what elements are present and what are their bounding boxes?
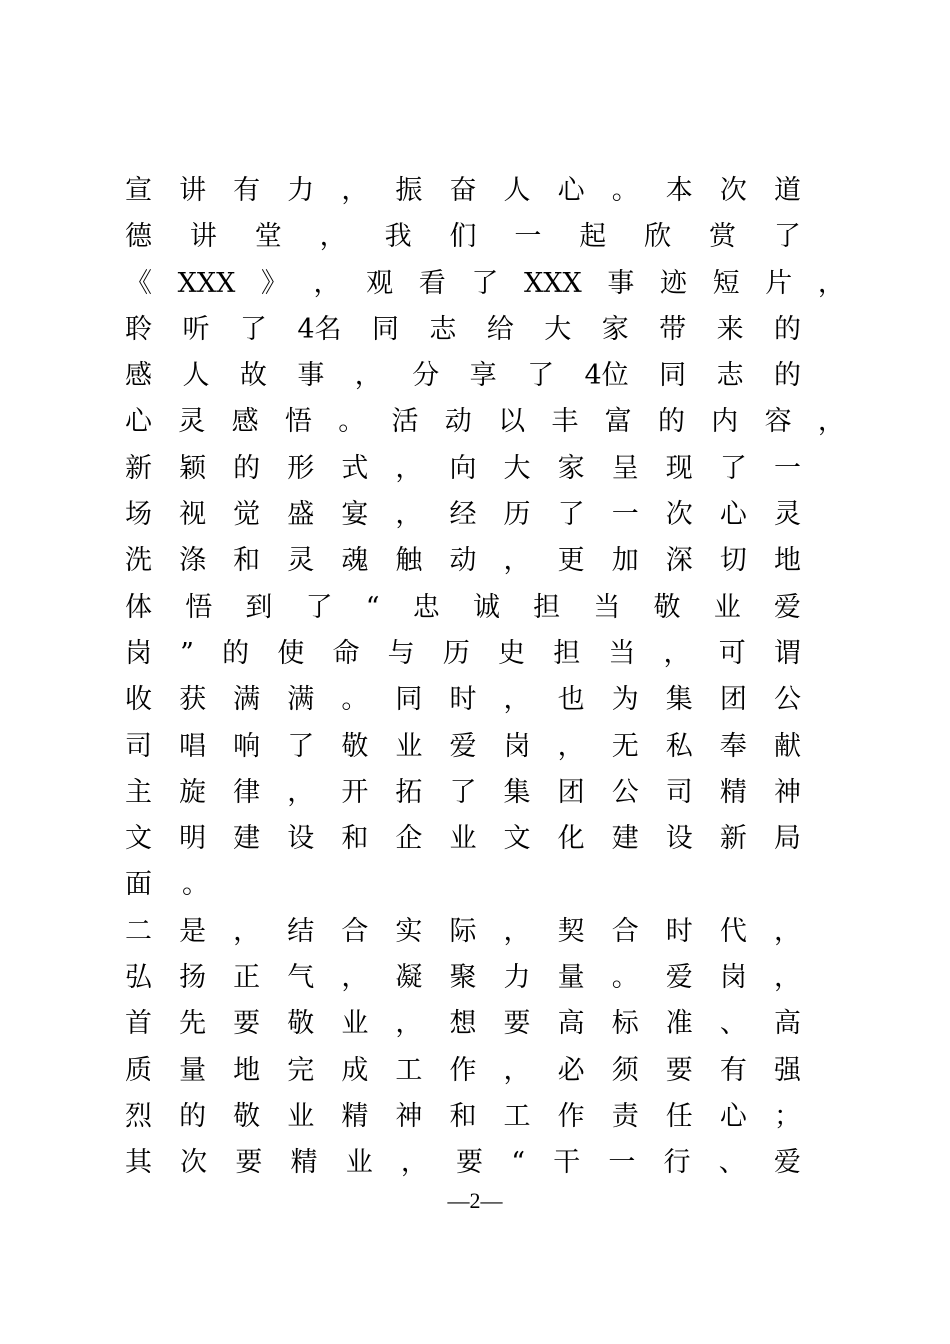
text-char: 敬 [341,730,369,762]
text-char: 观 [366,267,394,299]
text-char: 企 [395,823,423,855]
text-char: 量 [179,1054,207,1086]
text-char: 次 [719,175,747,206]
text-char: 团 [719,684,747,716]
text-char: 行 [663,1147,691,1179]
text-char: 强 [773,1054,801,1086]
text-char: 来 [716,313,744,345]
text-char: XXX [177,267,236,299]
text-line [125,724,801,770]
text-line [125,307,801,353]
text-char: 成 [341,1054,369,1086]
text-char: 作 [449,1054,477,1086]
text-line [125,1094,801,1140]
text-char: 气 [287,962,315,994]
text-char: 有 [233,175,261,206]
text-char: 听 [182,313,210,345]
text-line [125,677,801,723]
text-char: 灵 [773,499,801,531]
text-char: 与 [387,637,415,669]
text-char: 局 [773,823,801,855]
text-char: 神 [395,1100,423,1132]
text-char: 满 [287,684,315,716]
text-char: 岗 [503,730,531,762]
text-char: 要 [665,1054,693,1086]
text-line [125,816,801,862]
text-char: 拓 [395,776,423,808]
text-char: ， [557,730,585,762]
text-line [125,261,845,307]
text-char: 工 [503,1100,531,1132]
text-char: 心 [125,406,152,438]
text-char: 赏 [709,221,737,253]
text-char: 爱 [773,591,801,623]
text-line [125,1140,801,1186]
text-char: 献 [773,730,801,762]
text-char: 我 [384,221,412,253]
text-char: 先 [179,1008,207,1040]
text-char: 也 [557,684,585,716]
text-char: 诚 [472,591,500,623]
text-char: 大 [503,452,531,484]
text-char: 要 [235,1147,263,1179]
text-char: 次 [665,499,693,531]
text-char: 悟 [284,406,312,438]
text-char: ， [773,962,801,994]
text-char: 式 [341,452,369,484]
text-char: ， [354,360,382,392]
text-line [125,1001,801,1047]
text-char: 现 [665,452,693,484]
text-char: 新 [719,823,747,855]
text-char: 事 [297,360,325,392]
text-char: “ [365,591,380,623]
text-char: 合 [341,915,369,947]
text-char: 视 [179,499,207,531]
text-char: 洗 [125,545,152,577]
text-char: 》 [260,267,288,299]
text-char: 任 [665,1100,693,1132]
text-char: 大 [544,313,572,345]
text-char: 了 [773,221,801,253]
text-char: 灵 [287,545,315,577]
text-line [125,631,801,677]
text-char: 和 [341,823,369,855]
text-char: 代 [719,915,747,947]
text-char: 和 [233,545,261,577]
text-char: 爱 [665,962,693,994]
text-line [125,1048,801,1094]
text-line [125,909,801,955]
text-char: 精 [341,1100,369,1132]
text-char: 建 [233,823,261,855]
text-char: 经 [449,499,477,531]
text-char: 同 [395,684,423,716]
text-char: 量 [557,962,585,994]
text-char: 内 [711,406,739,438]
text-char: ” [180,637,194,669]
text-char: 心 [719,1100,747,1132]
text-char: 带 [659,313,687,345]
text-char: 律 [233,776,261,808]
text-char: 开 [341,776,369,808]
text-char: 同 [371,313,399,345]
text-char: 的 [657,406,685,438]
text-char: 业 [395,730,423,762]
text-char: 颖 [179,452,207,484]
text-char: 丰 [551,406,579,438]
text-char: 敬 [233,1100,261,1132]
text-char: 扬 [179,962,207,994]
text-char: 获 [179,684,207,716]
text-char: 和 [449,1100,477,1132]
text-char: 了 [527,360,555,392]
text-char: 精 [290,1147,318,1179]
text-char: 讲 [179,175,207,206]
text-char: 事 [607,267,635,299]
text-char: 业 [345,1147,373,1179]
text-char: 业 [713,591,741,623]
text-char: ， [503,545,531,577]
text-char: 家 [557,452,585,484]
text-char: 司 [125,730,152,762]
text-char: 聚 [449,962,477,994]
text-char: 心 [557,175,585,206]
text-char: 使 [277,637,305,669]
text-char: 的 [222,637,250,669]
text-char: 的 [179,1100,207,1132]
text-char: 了 [449,776,477,808]
text-line [125,399,845,445]
text-char: 实 [395,915,423,947]
text-char: 地 [773,545,801,577]
text-char: ； [773,1100,801,1132]
text-char: 了 [471,267,499,299]
text-char: 起 [579,221,607,253]
text-char: 新 [125,452,152,484]
text-char: 敬 [653,591,681,623]
text-char: 业 [449,823,477,855]
text-char: “ [511,1147,526,1179]
text-char: 业 [287,1100,315,1132]
text-char: 故 [239,360,267,392]
text-char: 的 [774,360,801,392]
text-char: 。 [341,684,369,716]
text-char: 须 [611,1054,639,1086]
text-char: 有 [719,1054,747,1086]
text-char: 一 [514,221,542,253]
text-char: 一 [608,1147,636,1179]
text-char: 收 [125,684,152,716]
text-char: 看 [418,267,446,299]
text-char: ， [341,962,369,994]
text-char: 的 [233,452,261,484]
text-char: 其 [125,1147,152,1179]
text-char: 德 [125,221,152,253]
text-char: 力 [503,962,531,994]
text-char: 唱 [179,730,207,762]
text-char: 主 [125,776,152,808]
text-char: 是 [179,915,207,947]
text-char: 的 [774,313,801,345]
text-char: 二 [125,915,152,947]
text-char: 同 [659,360,687,392]
text-char: 人 [182,360,210,392]
text-char: 感 [231,406,259,438]
text-char: 、 [719,1008,747,1040]
text-char: 振 [395,175,423,206]
text-char: 了 [719,452,747,484]
text-line [125,168,801,214]
text-line [125,446,801,492]
text-char: 敬 [287,1008,315,1040]
text-line [125,538,801,584]
text-char: 干 [553,1147,581,1179]
text-char: 堂 [254,221,282,253]
text-char: 了 [305,591,333,623]
text-char: 短 [712,267,740,299]
text-char: 片 [765,267,793,299]
text-line [125,492,801,538]
text-char: 触 [395,545,423,577]
text-char: ， [395,1008,423,1040]
text-char: 讲 [189,221,217,253]
text-char: 当 [593,591,621,623]
text-char: 宣 [125,175,152,206]
text-char: 享 [469,360,497,392]
text-char: ， [503,684,531,716]
text-char: 谓 [773,637,801,669]
text-char: 担 [533,591,561,623]
text-char: ， [400,1147,428,1179]
text-char: 明 [179,823,207,855]
text-char: 了 [287,730,315,762]
text-char: 爱 [773,1147,801,1179]
text-char: 设 [287,823,315,855]
text-char: 道 [773,175,801,206]
text-char: 历 [442,637,470,669]
text-char: 欣 [644,221,672,253]
text-char: ， [817,406,845,438]
text-char: 神 [773,776,801,808]
text-char: 奉 [719,730,747,762]
text-line [125,862,845,908]
text-char: 4位 [584,360,629,392]
text-char: 动 [444,406,472,438]
text-char: 私 [665,730,693,762]
text-char: 高 [773,1008,801,1040]
text-char: 呈 [611,452,639,484]
text-char: 工 [395,1054,423,1086]
text-char: XXX [524,267,582,299]
text-char: 。 [611,175,639,206]
text-char: 烈 [125,1100,152,1132]
text-char: 岗 [125,637,152,669]
text-char: 要 [233,1008,261,1040]
text-char: 合 [611,915,639,947]
text-char: 次 [180,1147,208,1179]
text-char: ， [319,221,347,253]
text-char: 正 [233,962,261,994]
text-char: 们 [449,221,477,253]
text-char: 岗 [719,962,747,994]
text-char: 富 [604,406,632,438]
text-char: 命 [332,637,360,669]
text-char: 志 [716,360,744,392]
text-char: 完 [287,1054,315,1086]
text-char: ， [233,915,261,947]
text-char: 4名 [297,313,342,345]
text-char: 响 [233,730,261,762]
text-char: ， [287,776,315,808]
text-char: 满 [233,684,261,716]
page-number: —2— [447,1188,503,1213]
text-char: 加 [611,545,639,577]
text-char: 可 [718,637,746,669]
text-char: 凝 [395,962,423,994]
text-char: 场 [125,499,152,531]
text-char: ， [341,175,369,206]
text-char: 为 [611,684,639,716]
text-char: 灵 [178,406,206,438]
text-char: 迹 [659,267,687,299]
text-char: 时 [665,915,693,947]
text-char: 首 [125,1008,152,1040]
text-char: ， [395,452,423,484]
text-char: 公 [773,684,801,716]
text-char: 向 [449,452,477,484]
text-char: 面 [125,869,152,901]
text-char: 旋 [179,776,207,808]
text-char: 契 [557,915,585,947]
text-char: ， [313,267,341,299]
text-char: 更 [557,545,585,577]
text-char: 建 [611,823,639,855]
text-char: 、 [718,1147,746,1179]
text-char: 。 [182,869,209,901]
text-char: 涤 [179,545,207,577]
text-char: 本 [665,175,693,206]
text-char: 形 [287,452,315,484]
text-char: 当 [608,637,636,669]
text-char: 深 [665,545,693,577]
text-char: 一 [773,452,801,484]
text-char: 感 [125,360,152,392]
text-char: ， [503,1054,531,1086]
text-char: 文 [503,823,531,855]
text-char: 宴 [341,499,369,531]
text-char: 心 [719,499,747,531]
text-char: 《 [125,267,152,299]
text-char: 动 [449,545,477,577]
text-line [125,770,801,816]
text-line [125,955,801,1001]
text-char: ， [663,637,691,669]
text-char: 业 [341,1008,369,1040]
text-char: 分 [412,360,440,392]
text-char: 忠 [412,591,440,623]
text-char: 爱 [449,730,477,762]
text-char: 想 [449,1008,477,1040]
text-char: 悟 [185,591,213,623]
text-char: 结 [287,915,315,947]
text-char: 公 [611,776,639,808]
text-char: 觉 [233,499,261,531]
text-char: 集 [503,776,531,808]
text-char: 魂 [341,545,369,577]
text-char: 盛 [287,499,315,531]
text-char: 团 [557,776,585,808]
text-char: 切 [719,545,747,577]
text-char: 化 [557,823,585,855]
text-char: 家 [601,313,629,345]
text-char: 弘 [125,962,152,994]
text-char: 活 [391,406,419,438]
text-char: 集 [665,684,693,716]
text-char: 时 [449,684,477,716]
text-line [125,353,801,399]
text-char: ， [773,915,801,947]
text-char: 地 [233,1054,261,1086]
text-char: 无 [611,730,639,762]
text-char: 要 [456,1147,484,1179]
text-char: 准 [665,1008,693,1040]
text-char: 聆 [125,313,152,345]
text-char: 精 [719,776,747,808]
text-char: 质 [125,1054,152,1086]
text-char: 史 [498,637,526,669]
text-char: 责 [611,1100,639,1132]
text-char: 容 [764,406,792,438]
text-line [125,585,801,631]
text-char: 奋 [449,175,477,206]
text-char: 一 [611,499,639,531]
text-char: ， [817,267,845,299]
text-char: 历 [503,499,531,531]
text-char: 设 [665,823,693,855]
text-char: 高 [557,1008,585,1040]
text-char: 。 [611,962,639,994]
text-char: 人 [503,175,531,206]
text-char: 要 [503,1008,531,1040]
text-char: 际 [449,915,477,947]
text-char: 必 [557,1054,585,1086]
text-char: ， [395,499,423,531]
text-line [125,214,801,260]
text-char: 到 [245,591,273,623]
text-char: 了 [557,499,585,531]
text-char: 志 [429,313,457,345]
text-char: 文 [125,823,152,855]
text-char: 给 [486,313,514,345]
text-char: 标 [611,1008,639,1040]
text-char: 司 [665,776,693,808]
text-char: 作 [557,1100,585,1132]
text-char: 担 [553,637,581,669]
text-char: ， [503,915,531,947]
text-char: 。 [338,406,366,438]
text-char: 力 [287,175,315,206]
text-char: 以 [498,406,526,438]
text-char: 了 [239,313,267,345]
body-text [125,168,845,1187]
text-char: 体 [125,591,152,623]
